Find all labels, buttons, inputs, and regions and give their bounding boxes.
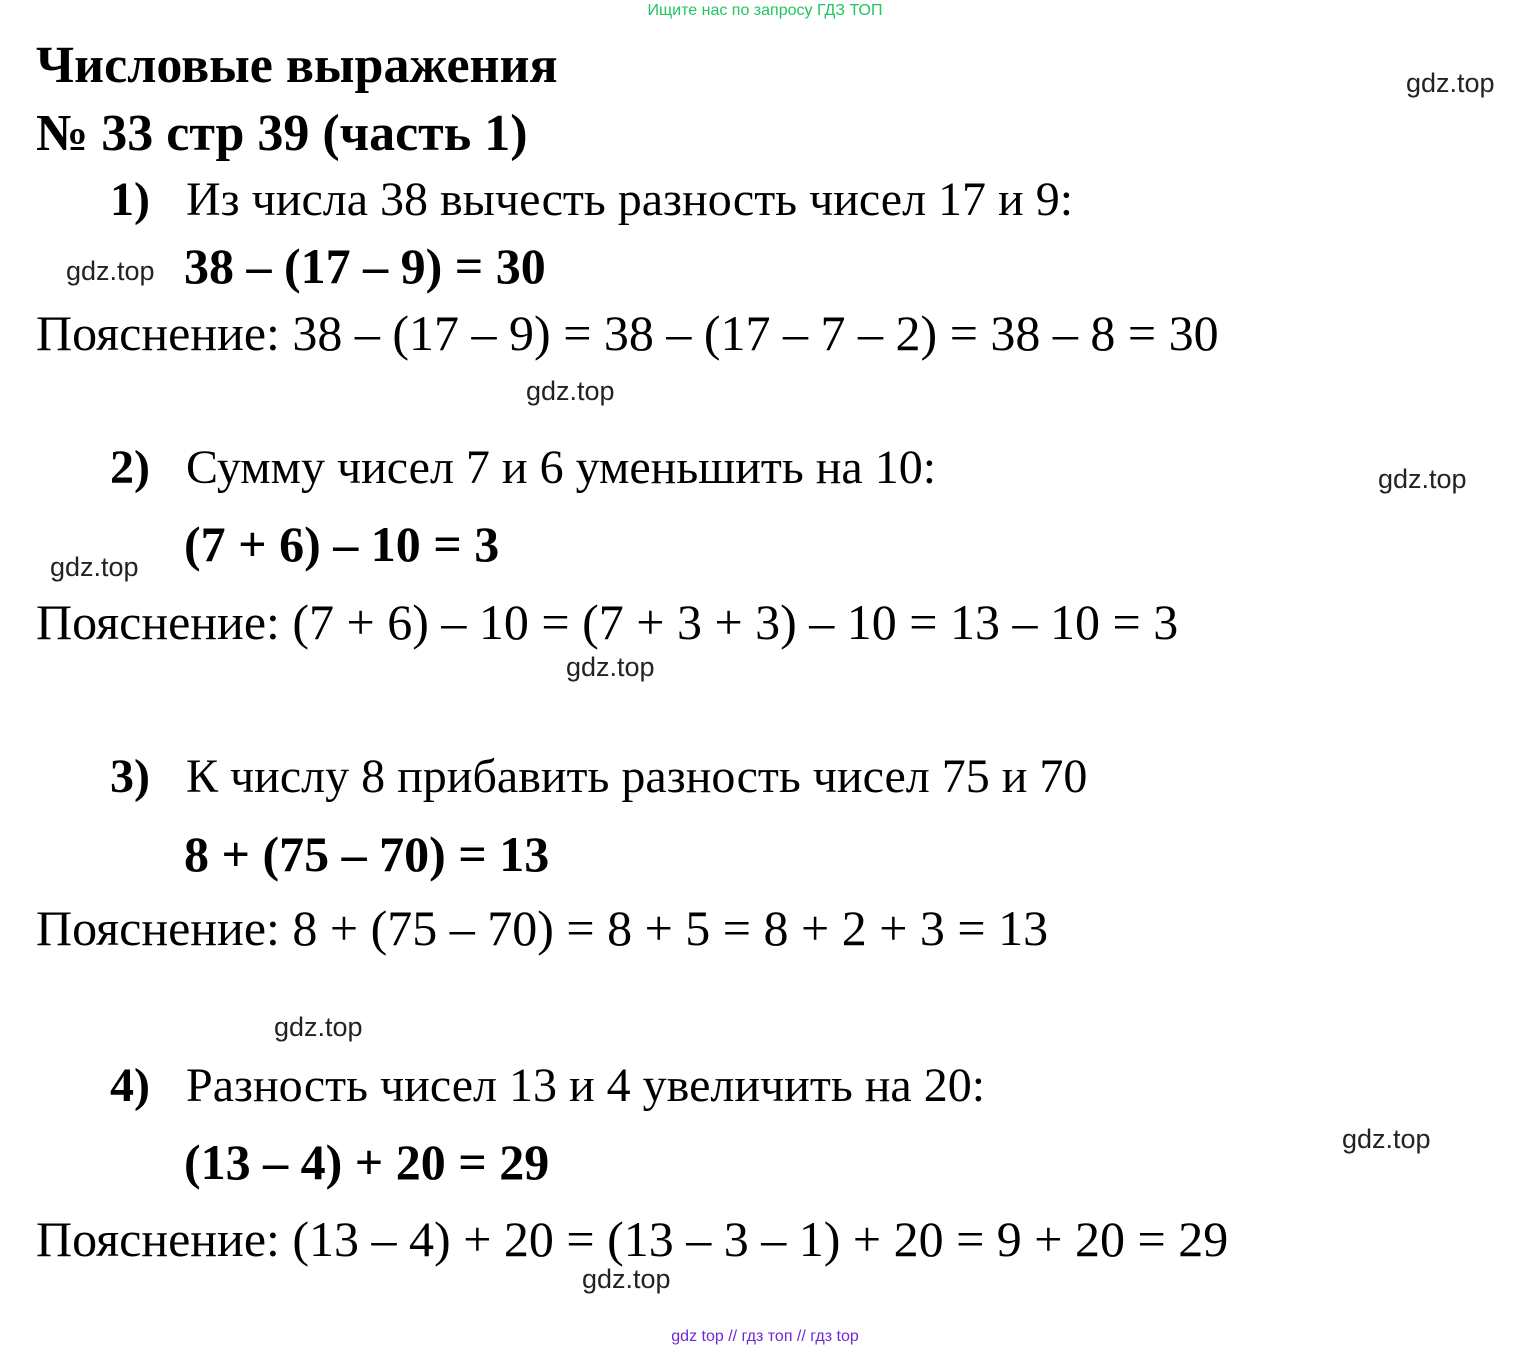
watermark: gdz.top bbox=[582, 1264, 671, 1294]
watermark: gdz.top bbox=[66, 256, 155, 286]
watermark: gdz.top bbox=[566, 652, 655, 682]
page-subtitle: № 33 стр 39 (часть 1) bbox=[36, 105, 528, 162]
problem-answer-4: (13 – 4) + 20 = 29 bbox=[184, 1134, 550, 1190]
problem-number-2: 2) bbox=[110, 441, 150, 494]
problem-explanation-1: Пояснение: 38 – (17 – 9) = 38 – (17 – 7 – 2) = 38 – 8 = 30 bbox=[36, 305, 1219, 361]
watermark: gdz.top bbox=[50, 552, 139, 582]
problem-answer-3: 8 + (75 – 70) = 13 bbox=[184, 826, 550, 882]
watermark: gdz.top bbox=[1378, 464, 1467, 494]
problem-task-3: К числу 8 прибавить разность чисел 75 и 70 bbox=[186, 750, 1088, 803]
footer-links: gdz top // гдз топ // гдз top bbox=[671, 1328, 859, 1345]
problem-answer-1: 38 – (17 – 9) = 30 bbox=[184, 238, 546, 294]
problem-number-3: 3) bbox=[110, 750, 150, 803]
watermark: gdz.top bbox=[274, 1012, 363, 1042]
problem-task-4: Разность чисел 13 и 4 увеличить на 20: bbox=[186, 1059, 986, 1112]
problem-explanation-4: Пояснение: (13 – 4) + 20 = (13 – 3 – 1) + 20 = 9 + 20 = 29 bbox=[36, 1211, 1229, 1267]
problem-number-1: 1) bbox=[110, 173, 150, 226]
problem-task-1: Из числа 38 вычесть разность чисел 17 и 9: bbox=[186, 173, 1074, 226]
watermark: gdz.top bbox=[526, 376, 615, 406]
problem-number-4: 4) bbox=[110, 1059, 150, 1112]
problem-explanation-3: Пояснение: 8 + (75 – 70) = 8 + 5 = 8 + 2 + 3 = 13 bbox=[36, 900, 1049, 956]
watermark: gdz.top bbox=[1406, 68, 1495, 98]
problem-explanation-2: Пояснение: (7 + 6) – 10 = (7 + 3 + 3) – 10 = 13 – 10 = 3 bbox=[36, 594, 1179, 650]
problem-task-2: Сумму чисел 7 и 6 уменьшить на 10: bbox=[186, 441, 937, 494]
top-banner: Ищите нас по запросу ГДЗ ТОП bbox=[647, 2, 883, 19]
problem-answer-2: (7 + 6) – 10 = 3 bbox=[184, 516, 500, 572]
watermark: gdz.top bbox=[1342, 1124, 1431, 1154]
page-title: Числовые выражения bbox=[36, 37, 558, 94]
